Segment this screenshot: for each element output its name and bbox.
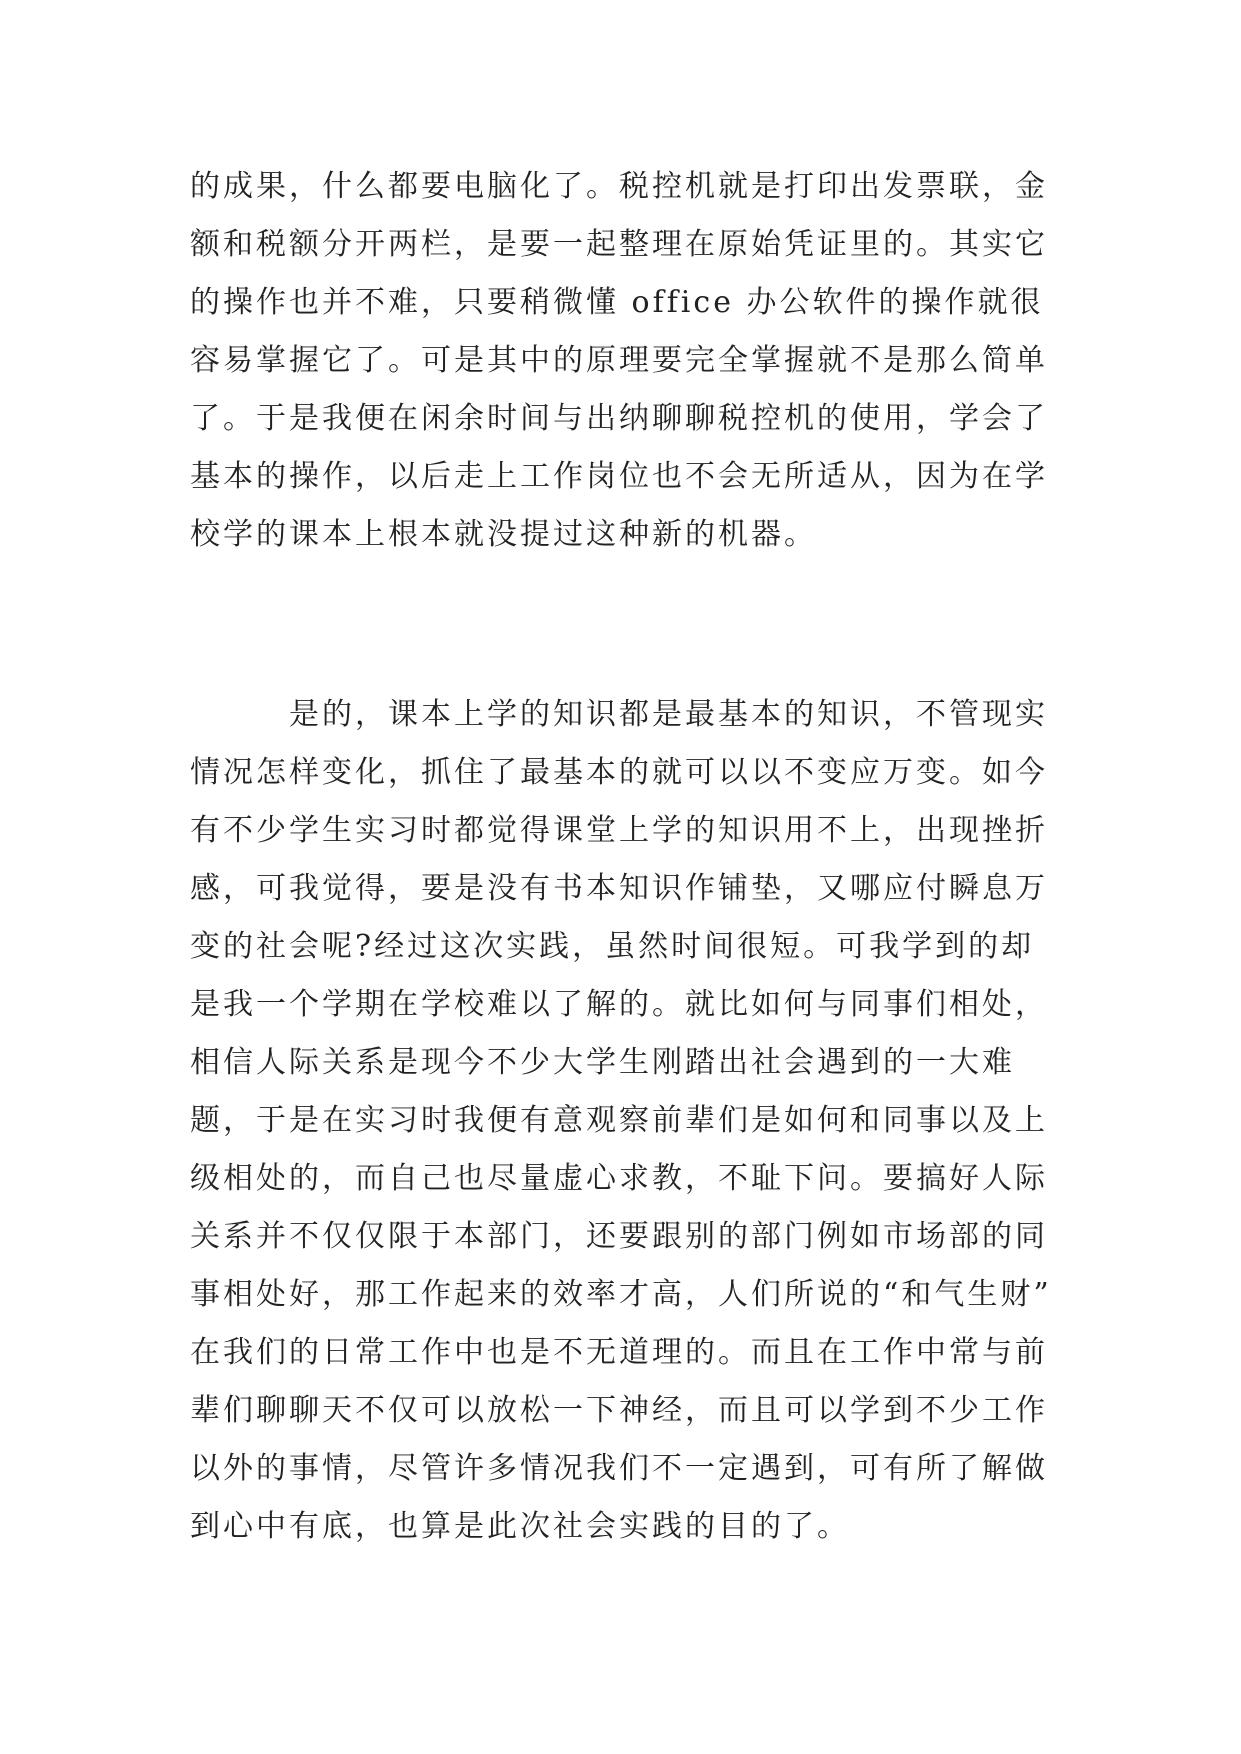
paragraph-1 bbox=[190, 158, 1060, 564]
paragraph-line: 变的社会呢?经过这次实践，虽然时间很短。可我学到的却 bbox=[190, 929, 1035, 964]
paragraph-line: 事相处好，那工作起来的效率才高，人们所说的“和气生财” bbox=[190, 1277, 1052, 1312]
paragraph-line: 是的，课本上学的知识都是最基本的知识，不管现实 bbox=[190, 697, 1048, 732]
paragraph-line: 情况怎样变化，抓住了最基本的就可以以不变应万变。如今 bbox=[190, 755, 1048, 790]
paragraph-line: 校学的课本上根本就没提过这种新的机器。 bbox=[190, 517, 817, 552]
paragraph-line: 有不少学生实习时都觉得课堂上学的知识用不上，出现挫折 bbox=[190, 813, 1048, 848]
paragraph-line: 在我们的日常工作中也是不无道理的。而且在工作中常与前 bbox=[190, 1335, 1048, 1370]
paragraph-line: 级相处的，而自己也尽量虚心求教，不耻下问。要搞好人际 bbox=[190, 1161, 1048, 1196]
paragraph-line: 以外的事情，尽管许多情况我们不一定遇到，可有所了解做 bbox=[190, 1451, 1048, 1486]
paragraph-line: 相信人际关系是现今不少大学生刚踏出社会遇到的一大难 bbox=[190, 1045, 1015, 1080]
paragraph-line: 感，可我觉得，要是没有书本知识作铺垫，又哪应付瞬息万 bbox=[190, 871, 1048, 906]
paragraph-line: 基本的操作，以后走上工作岗位也不会无所适从，因为在学 bbox=[190, 459, 1048, 494]
paragraph-line: 到心中有底，也算是此次社会实践的目的了。 bbox=[190, 1509, 850, 1544]
paragraph-line: 关系并不仅仅限于本部门，还要跟别的部门例如市场部的同 bbox=[190, 1219, 1048, 1254]
paragraph-2 bbox=[190, 686, 1060, 1556]
paragraph-line: 了。于是我便在闲余时间与出纳聊聊税控机的使用，学会了 bbox=[190, 401, 1048, 436]
paragraph-line: 是我一个学期在学校难以了解的。就比如何与同事们相处， bbox=[190, 987, 1048, 1022]
paragraph-line: 容易掌握它了。可是其中的原理要完全掌握就不是那么简单 bbox=[190, 343, 1048, 378]
paragraph-line: 题，于是在实习时我便有意观察前辈们是如何和同事以及上 bbox=[190, 1103, 1048, 1138]
paragraph-line: 额和税额分开两栏，是要一起整理在原始凭证里的。其实它 bbox=[190, 227, 1048, 262]
paragraph-line: 的成果，什么都要电脑化了。税控机就是打印出发票联，金 bbox=[190, 169, 1048, 204]
paragraph-line: 的操作也并不难，只要稍微懂 office 办公软件的操作就很 bbox=[190, 285, 1044, 320]
paragraph-line: 辈们聊聊天不仅可以放松一下神经，而且可以学到不少工作 bbox=[190, 1393, 1048, 1428]
